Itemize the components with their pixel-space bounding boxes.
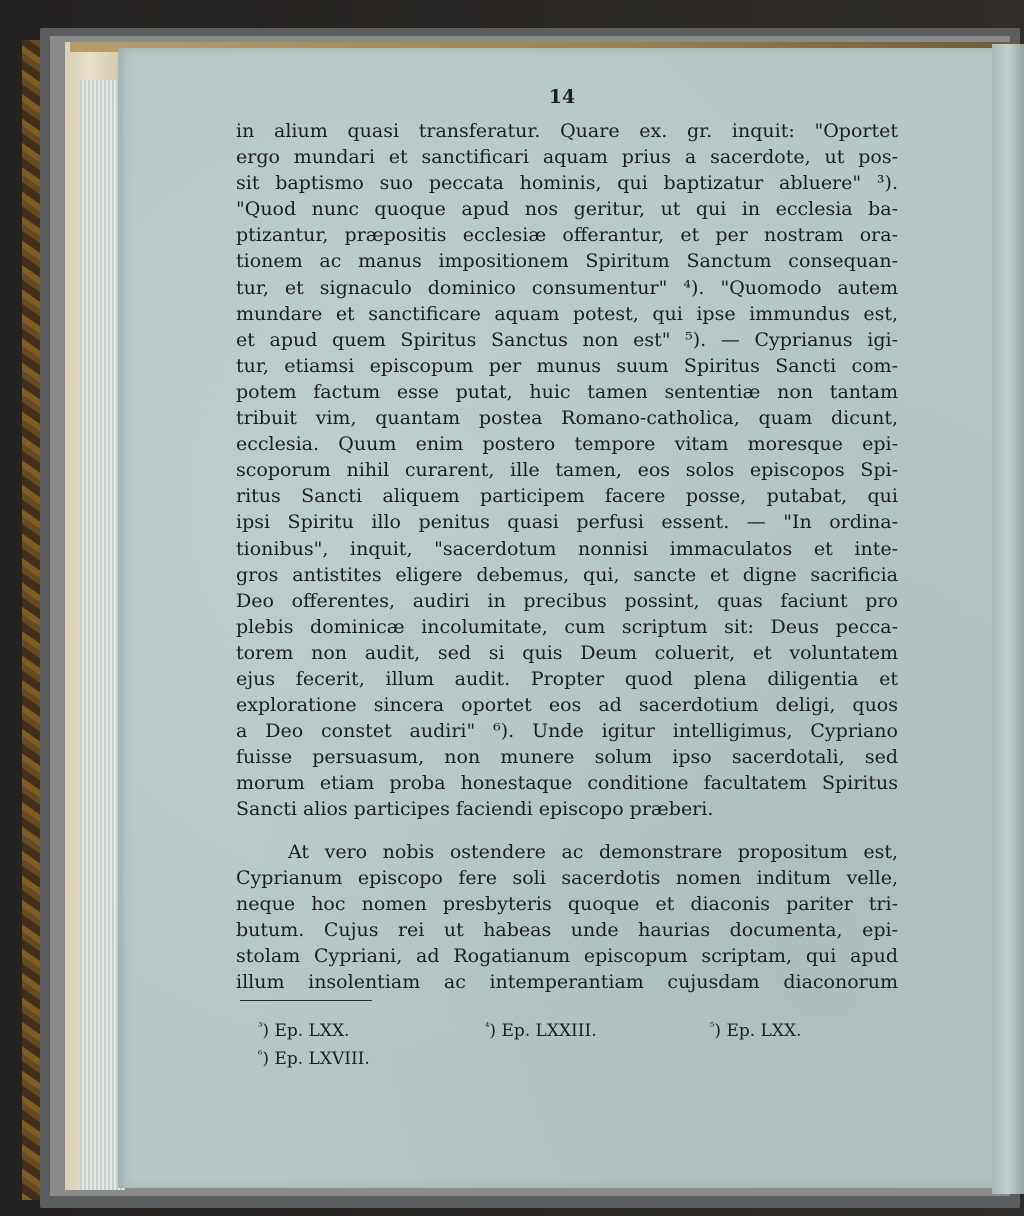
text-line: gros antistites eligere debemus, qui, sancte et digne sacrificia xyxy=(236,563,898,586)
text-line: sit baptismo suo peccata hominis, qui baptizatur abluere" ³). xyxy=(236,172,898,195)
text-line: ecclesia. Quum enim postero tempore vitam moresque epi- xyxy=(236,433,898,456)
text-line: ptizantur, præpositis ecclesiæ offerantur, et per nostram ora- xyxy=(236,224,898,247)
text-line: ergo mundari et sanctificari aquam prius a sacerdote, ut pos- xyxy=(236,146,898,169)
text-line: morum etiam proba honestaque conditione facultatem Spiritus xyxy=(236,772,898,795)
text-line: ritus Sancti aliquem participem facere posse, putabat, qui xyxy=(236,485,898,508)
footnote-text: ) Ep. LXX. xyxy=(714,1021,802,1041)
text-line: potem factum esse putat, huic tamen sententiæ non tantam xyxy=(236,380,898,403)
text-line: ejus fecerit, illum audit. Propter quod plena diligentia et xyxy=(236,667,898,690)
footnote-row xyxy=(258,1041,898,1069)
text-line: plebis dominicæ incolumitate, cum scriptum sit: Deus pecca- xyxy=(236,615,898,638)
text-line: stolam Cypriani, ad Rogatianum episcopum scriptam, qui apud xyxy=(236,944,898,967)
text-line: "Quod nunc quoque apud nos geritur, ut qui in ecclesia ba- xyxy=(236,198,898,221)
text-line: torem non audit, sed si quis Deum coluerit, et voluntatem xyxy=(236,641,898,664)
text-line: et apud quem Spiritus Sanctus non est" ⁵). — Cyprianus igi- xyxy=(236,328,898,351)
text-line: tur, etiamsi episcopum per munus suum Spiritus Sancti com- xyxy=(236,354,898,377)
footnotes xyxy=(258,1013,898,1069)
footnote-mark: ⁵ xyxy=(710,1020,715,1033)
text-line: a Deo constet audiri" ⁶). Unde igitur intelligimus, Cypriano xyxy=(236,720,898,743)
footnote-5 xyxy=(710,1013,801,1041)
footnote-mark: ⁶ xyxy=(258,1048,263,1061)
text-line: butum. Cujus rei ut habeas unde haurias documenta, epi- xyxy=(236,918,898,941)
footnote-mark: ⁴ xyxy=(485,1020,490,1033)
text-line: tribuit vim, quantam postea Romano-catholica, quam dicunt, xyxy=(236,407,898,430)
footnote-6 xyxy=(258,1041,370,1069)
footnote-text: ) Ep. LXVIII. xyxy=(262,1049,370,1069)
text-line: exploratione sincera oportet eos ad sacerdotium deligi, quos xyxy=(236,694,898,717)
text-line: tur, et signaculo dominico consumentur" ⁴). "Quomodo autem xyxy=(236,276,898,299)
footnote-4 xyxy=(485,1013,710,1041)
text-line: ipsi Spiritu illo penitus quasi perfusi essent. — "In ordina- xyxy=(236,511,898,534)
page-number: 14 xyxy=(548,86,576,108)
text-line: scoporum nihil curarent, ille tamen, eos solos episcopos Spi- xyxy=(236,459,898,482)
footnote-row xyxy=(258,1013,898,1041)
footnote-rule xyxy=(240,1000,372,1001)
text-line: in alium quasi transferatur. Quare ex. gr. inquit: "Oportet xyxy=(236,120,898,142)
text-line: illum insolentiam ac intemperantiam cujusdam diaconorum xyxy=(236,971,898,993)
text-line: Deo offerentes, audiri in precibus possint, quas faciunt pro xyxy=(236,589,898,612)
right-page-edge xyxy=(992,44,1024,1194)
body-text xyxy=(236,118,898,995)
text-line: tionem ac manus impositionem Spiritum Sanctum consequan- xyxy=(236,250,898,273)
text-line: neque hoc nomen presbyteris quoque et diaconis pariter tri- xyxy=(236,892,898,915)
text-line: Sancti alios participes faciendi episcopo præberi. xyxy=(236,798,714,821)
paragraph-gap xyxy=(236,823,898,839)
text-line: mundare et sanctificare aquam potest, qui ipse immundus est, xyxy=(236,302,898,325)
footnote-3 xyxy=(258,1013,485,1041)
text-line: At vero nobis ostendere ac demonstrare propositum est, xyxy=(288,840,898,863)
text-line: Cyprianum episcopo fere soli sacerdotis nomen inditum velle, xyxy=(236,866,898,889)
footnote-mark: ³ xyxy=(258,1020,263,1033)
footnote-text: ) Ep. LXX. xyxy=(262,1021,350,1041)
text-line: tionibus", inquit, "sacerdotum nonnisi immaculatos et inte- xyxy=(236,537,898,560)
footnote-text: ) Ep. LXXIII. xyxy=(489,1021,597,1041)
text-line: fuisse persuasum, non munere solum ipso sacerdotali, sed xyxy=(236,746,898,769)
